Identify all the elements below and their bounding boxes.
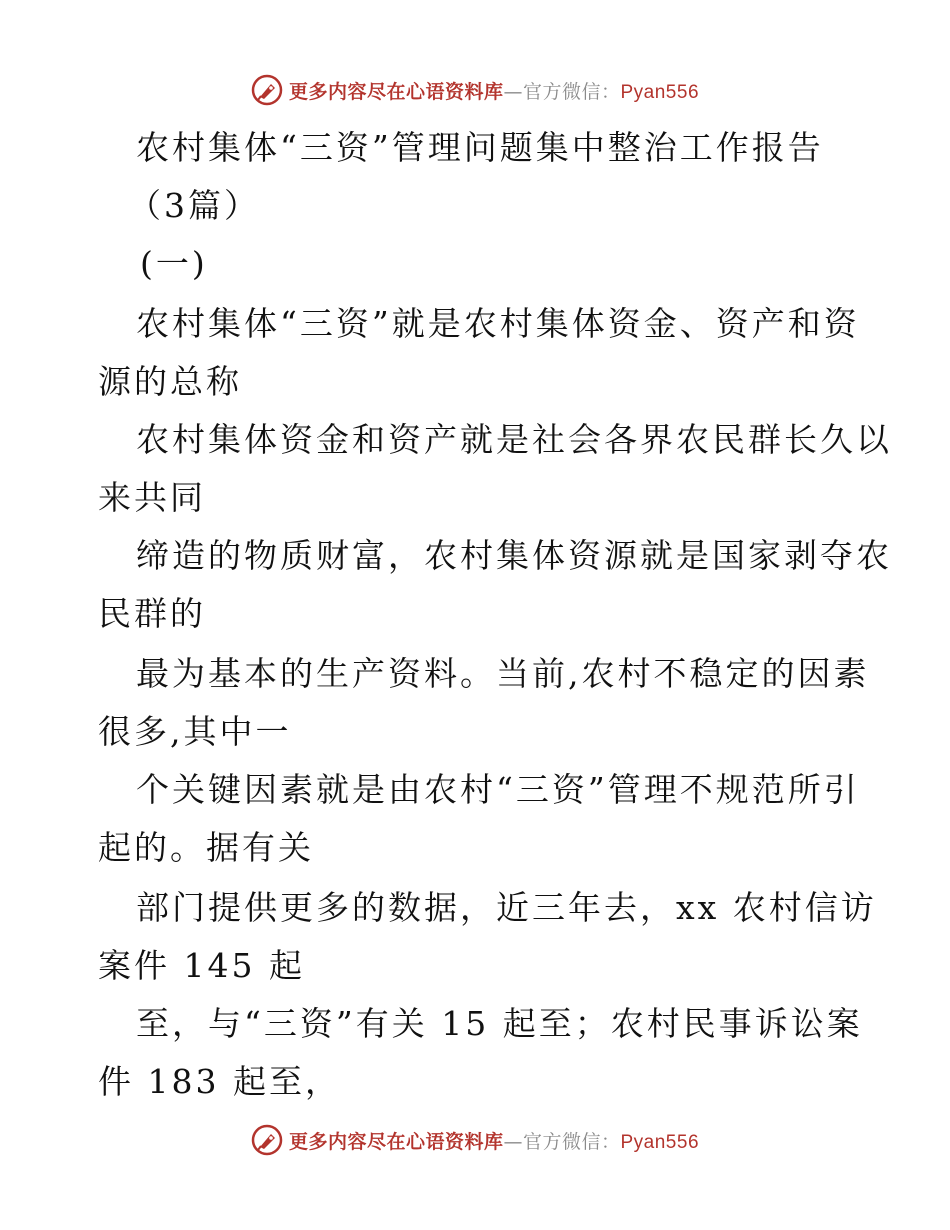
paragraph-line: 来共同 [98, 478, 206, 517]
paragraph-line: 至，与“三资”有关 15 起至；农村民事诉讼案 [136, 1004, 863, 1043]
paragraph-line: 很多,其中一 [98, 712, 292, 751]
banner-title: 更多内容尽在心语资料库 [288, 1130, 504, 1153]
paragraph-line: 民群的 [98, 594, 206, 633]
paragraph-line: 缔造的物质财富，农村集体资源就是国家剥夺农 [136, 536, 892, 575]
paragraph-line: 部门提供更多的数据，近三年去，xx 农村信访 [136, 888, 877, 927]
paragraph-line: 起的。据有关 [98, 828, 314, 867]
pen-nib-logo-icon [251, 74, 283, 106]
banner-dash: — [503, 1130, 523, 1153]
document-title-line-1: 农村集体“三资”管理问题集中整治工作报告 [136, 128, 824, 167]
banner-wechat-label: 官方微信： [522, 1130, 621, 1153]
paragraph-line: 农村集体资金和资产就是社会各界农民群长久以 [136, 420, 892, 459]
banner-wechat-id: Pyan556 [620, 1131, 700, 1153]
header-banner-inner [251, 74, 699, 106]
paragraph-line: 源的总称 [98, 362, 242, 401]
paragraph-line: 最为基本的生产资料。当前,农村不稳定的因素 [136, 654, 870, 693]
banner-title: 更多内容尽在心语资料库 [288, 80, 504, 103]
banner-wechat-id: Pyan556 [620, 81, 700, 103]
paragraph-line: 个关键因素就是由农村“三资”管理不规范所引 [136, 770, 860, 809]
banner-dash: — [503, 80, 523, 103]
document-title-line-2: （3篇） [128, 186, 260, 225]
section-heading: (一) [140, 244, 208, 283]
paragraph-line: 农村集体“三资”就是农村集体资金、资产和资 [136, 304, 860, 343]
footer-banner [0, 1120, 950, 1160]
header-banner [0, 70, 950, 110]
paragraph-line: 件 183 起至， [98, 1062, 341, 1101]
footer-banner-inner [251, 1124, 699, 1156]
paragraph-line: 案件 145 起 [98, 946, 305, 985]
pen-nib-logo-icon [251, 1124, 283, 1156]
banner-wechat-label: 官方微信： [522, 80, 621, 103]
